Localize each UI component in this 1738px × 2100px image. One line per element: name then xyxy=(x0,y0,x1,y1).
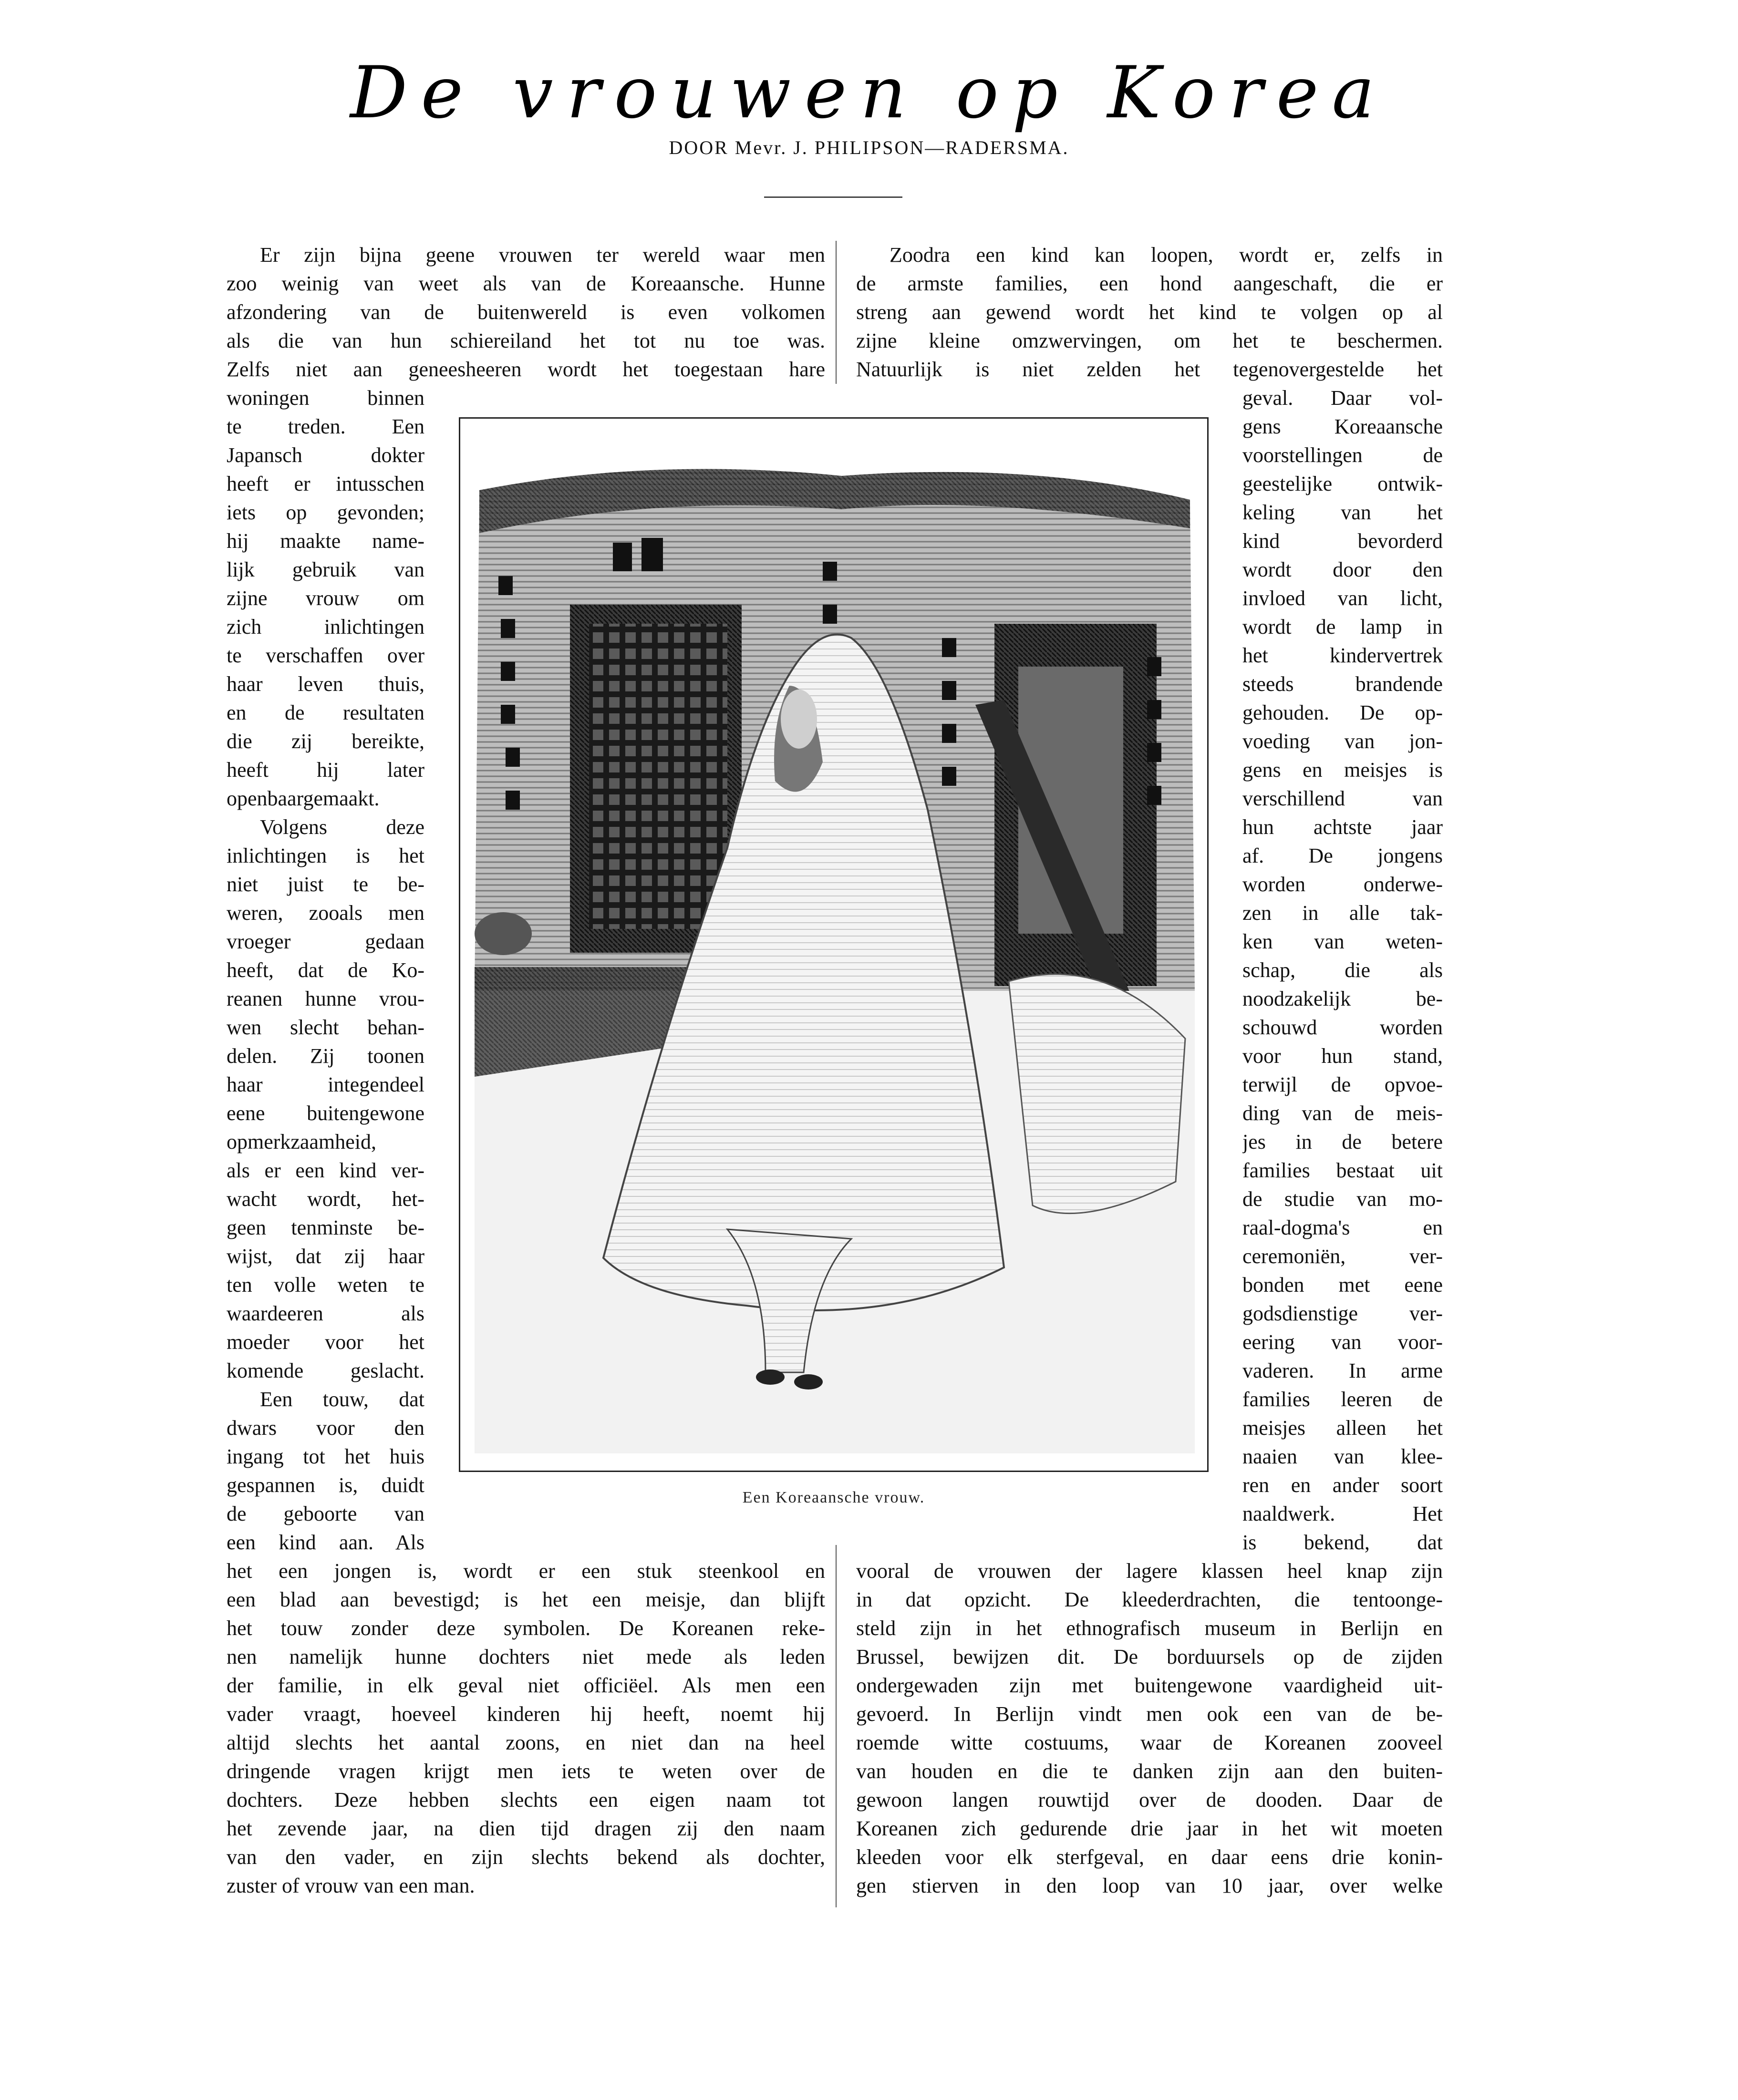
right-narrow-line: voorstellingen de xyxy=(1242,443,1443,467)
right-narrow-line: ren en ander soort xyxy=(1242,1473,1443,1497)
right-narrow-line: naaldwerk. Het xyxy=(1242,1502,1443,1525)
right-top-line: streng aan gewend wordt het kind te volgen op al xyxy=(856,300,1443,324)
right-bottom-line: in dat opzicht. De kleederdrachten, die tentoonge- xyxy=(856,1588,1443,1611)
right-narrow-line: hun achtste jaar xyxy=(1242,815,1443,839)
left-narrow-line: woningen binnen xyxy=(227,386,424,410)
left-narrow-line: opmerkzaamheid, xyxy=(227,1130,376,1153)
right-narrow-line: meisjes alleen het xyxy=(1242,1416,1443,1440)
right-top-line: de armste families, een hond aangeschaft, die er xyxy=(856,272,1443,295)
right-bottom-line: ondergewaden zijn met buitengewone vaardigheid uit- xyxy=(856,1674,1443,1697)
illustration-korean-woman xyxy=(460,419,1207,1471)
right-narrow-line: keling van het xyxy=(1242,501,1443,524)
right-narrow-line: gens en meisjes is xyxy=(1242,758,1443,782)
right-narrow-line: families bestaat uit xyxy=(1242,1159,1443,1182)
left-narrow-line: haar leven thuis, xyxy=(227,672,424,696)
right-top-line: Natuurlijk is niet zelden het tegenovergestelde het xyxy=(856,358,1443,381)
left-narrow-line: zich inlichtingen xyxy=(227,615,424,638)
left-narrow-line: als er een kind ver- xyxy=(227,1159,424,1182)
left-narrow-line: wijst, dat zij haar xyxy=(227,1245,424,1268)
right-bottom-line: steld zijn in het ethnografisch museum in Berlijn en xyxy=(856,1616,1443,1640)
left-narrow-line: wacht wordt, het- xyxy=(227,1187,424,1211)
right-narrow-line: voeding van jon- xyxy=(1242,730,1443,753)
right-narrow-line: invloed van licht, xyxy=(1242,587,1443,610)
right-narrow-line: naaien van klee- xyxy=(1242,1445,1443,1468)
left-bottom-line: vader vraagt, hoeveel kinderen hij heeft, noemt hij xyxy=(227,1702,825,1726)
right-bottom-line: gewoon langen rouwtijd over de dooden. Daar de xyxy=(856,1788,1443,1812)
right-narrow-line: het kindervertrek xyxy=(1242,644,1443,667)
right-bottom-line: Brussel, bewijzen dit. De borduursels op de zijden xyxy=(856,1645,1443,1668)
right-narrow-line: schouwd worden xyxy=(1242,1016,1443,1039)
left-narrow-line: Japansch dokter xyxy=(227,443,424,467)
right-narrow-line: af. De jongens xyxy=(1242,844,1443,867)
right-narrow-line: ding van de meis- xyxy=(1242,1101,1443,1125)
right-narrow-line: steeds brandende xyxy=(1242,672,1443,696)
left-narrow-line: delen. Zij toonen xyxy=(227,1044,424,1068)
left-bottom-line: nen namelijk hunne dochters niet mede als leden xyxy=(227,1645,825,1668)
right-narrow-line: ken van weten- xyxy=(1242,930,1443,953)
left-narrow-line: ten volle weten te xyxy=(227,1273,424,1297)
right-narrow-line: terwijl de opvoe- xyxy=(1242,1073,1443,1096)
right-narrow-line: eering van voor- xyxy=(1242,1330,1443,1354)
title-divider xyxy=(764,196,902,198)
right-narrow-line: schap, die als xyxy=(1242,958,1443,982)
left-narrow-line: en de resultaten xyxy=(227,701,424,724)
left-narrow-line: komende geslacht. xyxy=(227,1359,424,1382)
left-top-line: zoo weinig van weet als van de Koreaansche. Hunne xyxy=(227,272,825,295)
illustration-frame xyxy=(459,417,1209,1472)
right-narrow-line: de studie van mo- xyxy=(1242,1187,1443,1211)
left-narrow-line: reanen hunne vrou- xyxy=(227,987,424,1010)
left-narrow-line: geen tenminste be- xyxy=(227,1216,424,1239)
left-narrow-line: ingang tot het huis xyxy=(227,1445,424,1468)
left-bottom-line: dochters. Deze hebben slechts een eigen naam tot xyxy=(227,1788,825,1812)
left-narrow-line: openbaargemaakt. xyxy=(227,787,380,810)
left-narrow-line: niet juist te be- xyxy=(227,873,424,896)
column-divider-top xyxy=(836,241,837,384)
right-bottom-line: gevoerd. In Berlijn vindt men ook een van de be- xyxy=(856,1702,1443,1726)
left-narrow-line: een kind aan. Als xyxy=(227,1531,424,1554)
right-narrow-line: worden onderwe- xyxy=(1242,873,1443,896)
left-bottom-line: altijd slechts het aantal zoons, en niet dan na heel xyxy=(227,1731,825,1754)
left-narrow-line: haar integendeel xyxy=(227,1073,424,1096)
article-title: De vrouwen op Korea xyxy=(350,51,1388,134)
left-bottom-line: het touw zonder deze symbolen. De Koreanen reke- xyxy=(227,1616,825,1640)
left-narrow-line: te treden. Een xyxy=(227,415,424,438)
left-bottom-line: zuster of vrouw van een man. xyxy=(227,1874,475,1897)
right-narrow-line: wordt door den xyxy=(1242,558,1443,581)
left-narrow-line: heeft er intusschen xyxy=(227,472,424,495)
left-narrow-line: dwars voor den xyxy=(227,1416,424,1440)
right-bottom-line: van houden en die te danken zijn aan den buiten- xyxy=(856,1760,1443,1783)
right-bottom-line: vooral de vrouwen der lagere klassen heel knap zijn xyxy=(856,1559,1443,1583)
right-narrow-line: godsdienstige ver- xyxy=(1242,1302,1443,1325)
right-narrow-line: vaderen. In arme xyxy=(1242,1359,1443,1382)
left-narrow-line: waardeeren als xyxy=(227,1302,424,1325)
right-narrow-line: jes in de betere xyxy=(1242,1130,1443,1153)
right-narrow-line: is bekend, dat xyxy=(1242,1531,1443,1554)
left-top-line: Er zijn bijna geene vrouwen ter wereld waar men xyxy=(260,243,825,267)
right-narrow-line: geval. Daar vol- xyxy=(1242,386,1443,410)
right-narrow-line: bonden met eene xyxy=(1242,1273,1443,1297)
right-bottom-line: gen stierven in den loop van 10 jaar, over welke xyxy=(856,1874,1443,1897)
left-bottom-line: een blad aan bevestigd; is het een meisje, dan blijft xyxy=(227,1588,825,1611)
left-top-line: als die van hun schiereiland het tot nu toe was. xyxy=(227,329,825,352)
right-narrow-line: ceremoniën, ver- xyxy=(1242,1245,1443,1268)
left-bottom-line: van den vader, en zijn slechts bekend als dochter, xyxy=(227,1845,825,1869)
right-narrow-line: gens Koreaansche xyxy=(1242,415,1443,438)
right-narrow-line: verschillend van xyxy=(1242,787,1443,810)
left-narrow-line: te verschaffen over xyxy=(227,644,424,667)
right-narrow-line: kind bevorderd xyxy=(1242,529,1443,553)
left-narrow-line: de geboorte van xyxy=(227,1502,424,1525)
right-narrow-line: raal-dogma's en xyxy=(1242,1216,1443,1239)
left-narrow-line: wen slecht behan- xyxy=(227,1016,424,1039)
illustration-caption: Een Koreaansche vrouw. xyxy=(742,1489,925,1506)
left-narrow-line: vroeger gedaan xyxy=(227,930,424,953)
right-top-line: zijne kleine omzwervingen, om het te beschermen. xyxy=(856,329,1443,352)
left-narrow-line: weren, zooals men xyxy=(227,901,424,925)
left-narrow-line: hij maakte name- xyxy=(227,529,424,553)
left-narrow-line: die zij bereikte, xyxy=(227,730,424,753)
left-narrow-line: gespannen is, duidt xyxy=(227,1473,424,1497)
right-narrow-line: gehouden. De op- xyxy=(1242,701,1443,724)
left-narrow-line: heeft, dat de Ko- xyxy=(227,958,424,982)
right-top-line: Zoodra een kind kan loopen, wordt er, zelfs in xyxy=(890,243,1443,267)
right-narrow-line: wordt de lamp in xyxy=(1242,615,1443,638)
left-narrow-line: lijk gebruik van xyxy=(227,558,424,581)
left-narrow-line: heeft hij later xyxy=(227,758,424,782)
right-bottom-line: Koreanen zich gedurende drie jaar in het wit moeten xyxy=(856,1817,1443,1840)
left-bottom-line: het een jongen is, wordt er een stuk steenkool en xyxy=(227,1559,825,1583)
right-narrow-line: voor hun stand, xyxy=(1242,1044,1443,1068)
right-narrow-line: zen in alle tak- xyxy=(1242,901,1443,925)
left-narrow-line: zijne vrouw om xyxy=(227,587,424,610)
left-bottom-line: dringende vragen krijgt men iets te weten over de xyxy=(227,1760,825,1783)
right-narrow-line: families leeren de xyxy=(1242,1388,1443,1411)
left-narrow-line: Een touw, dat xyxy=(260,1388,424,1411)
left-top-line: afzondering van de buitenwereld is even volkomen xyxy=(227,300,825,324)
left-bottom-line: het zevende jaar, na dien tijd dragen zij den naam xyxy=(227,1817,825,1840)
column-divider-bottom xyxy=(836,1545,837,1907)
right-narrow-line: geestelijke ontwik- xyxy=(1242,472,1443,495)
right-bottom-line: kleeden voor elk sterfgeval, en daar eens drie konin- xyxy=(856,1845,1443,1869)
right-narrow-line: noodzakelijk be- xyxy=(1242,987,1443,1010)
left-narrow-line: moeder voor het xyxy=(227,1330,424,1354)
right-bottom-line: roemde witte costuums, waar de Koreanen zooveel xyxy=(856,1731,1443,1754)
left-narrow-line: iets op gevonden; xyxy=(227,501,424,524)
article-byline: DOOR Mevr. J. PHILIPSON—RADERSMA. xyxy=(669,137,1069,158)
left-narrow-line: Volgens deze xyxy=(260,815,424,839)
left-narrow-line: inlichtingen is het xyxy=(227,844,424,867)
left-narrow-line: eene buitengewone xyxy=(227,1101,424,1125)
left-top-line: Zelfs niet aan geneesheeren wordt het toegestaan hare xyxy=(227,358,825,381)
left-bottom-line: der familie, in elk geval niet officiëel. Als men een xyxy=(227,1674,825,1697)
